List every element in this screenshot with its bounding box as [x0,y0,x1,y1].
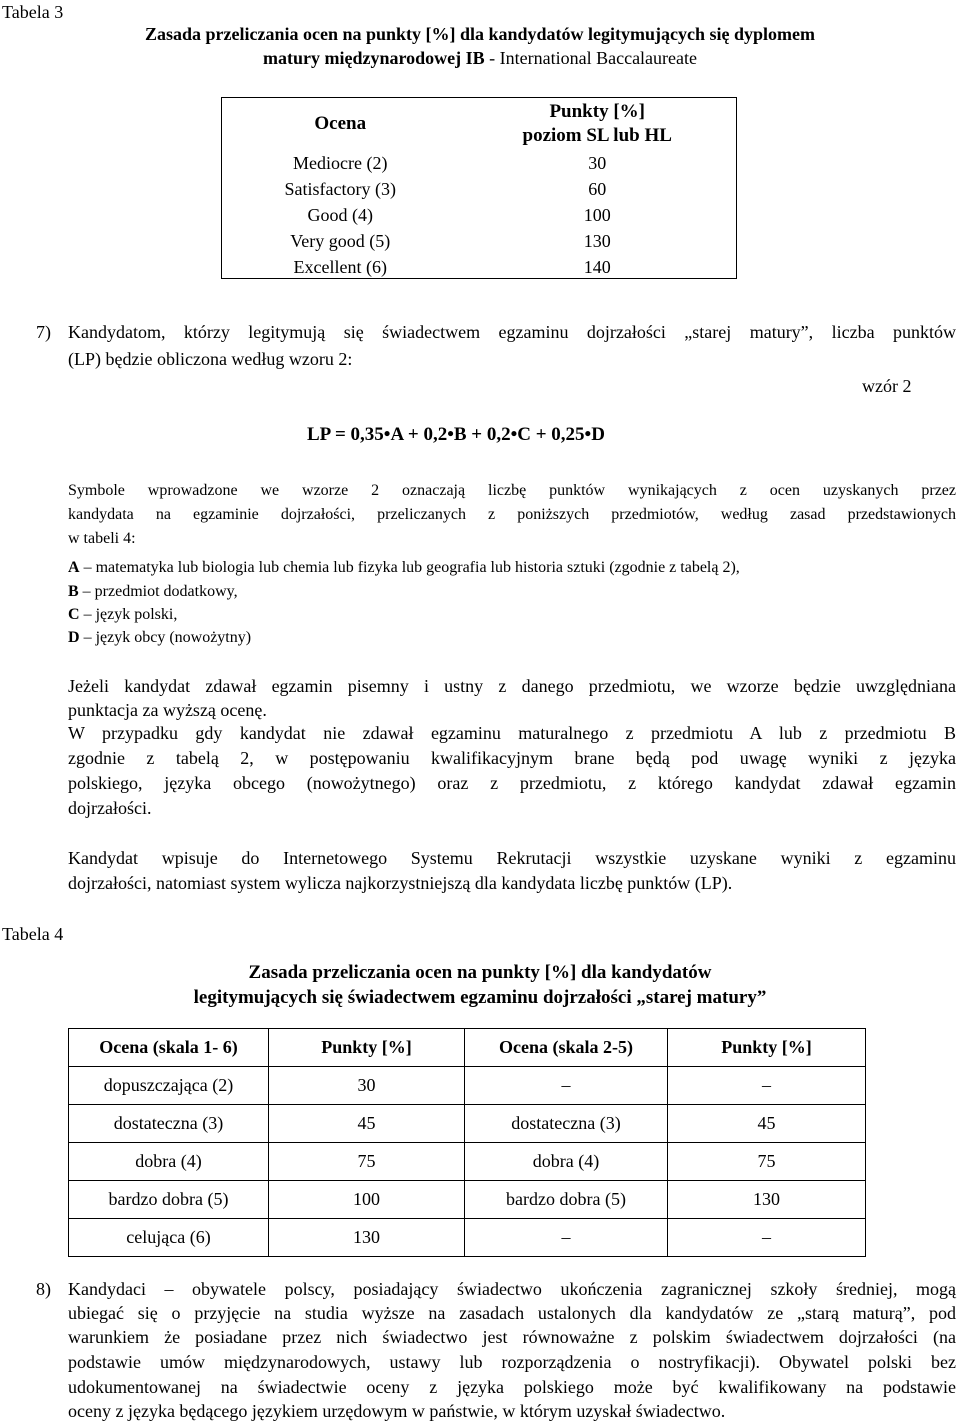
para1-line2: punktacja za wyższą ocenę. [68,700,267,720]
table3-header-points-line1: Punkty [%] [549,101,645,122]
table4-cell: 45 [668,1105,866,1143]
table-row [222,202,736,228]
table4-cell: 45 [269,1105,465,1143]
table-row [69,1143,866,1181]
section8-line5: udokumentowanej na świadectwie oceny z języka polskiego może być kwalifikowany na podstawie [68,1377,956,1397]
table3-cell-grade: Satisfactory (3) [284,179,396,199]
table-row [69,1105,866,1143]
table4-cell: 130 [269,1219,465,1257]
para2-line4: dojrzałości. [68,798,152,818]
formula-label: wzór 2 [862,376,912,396]
symbol-c-text: – język polski, [79,606,178,623]
section8-line3: warunkiem że posiadane przez nich świadectwo jest równoważne z polskim świadectwem dojrzałości (na [68,1327,956,1347]
symbol-d [68,629,251,647]
section7-line1: Kandydatom, którzy legitymują się świadectwem egzaminu dojrzałości „starej matury”, liczba punktów [68,322,956,342]
table3-cell-grade: Very good (5) [290,231,391,251]
table3-label: Tabela 3 [2,2,64,22]
para2-line3: polskiego, języka obcego (nowożytnego) oraz z przedmiotu, z którego kandydat zdawał egzamin [68,773,956,793]
section7-number: 7) [36,322,51,342]
table4-header-row [69,1029,866,1067]
symbols-line1: Symbole wprowadzone we wzorze 2 oznaczają liczbę punktów wynikających z ocen uzyskanych przez [68,482,956,499]
table3-cell-points: 100 [583,205,611,225]
table4-cell: dobra (4) [69,1143,269,1181]
formula: LP = 0,35•A + 0,2•B + 0,2•C + 0,25•D [307,424,605,445]
table4-title-line1: Zasada przeliczania ocen na punkty [%] dla kandydatów [248,962,712,983]
section7-line2: (LP) będzie obliczona według wzoru 2: [68,349,353,369]
table-row [69,1219,866,1257]
table4-cell: dobra (4) [465,1143,668,1181]
symbol-c [68,606,177,624]
table3-title-bold: matury międzynarodowej IB [262,48,485,68]
symbol-c-key: C [68,606,80,623]
table4-cell: – [465,1067,668,1105]
section8-line2: ubiegać się o przyjęcie na studia wyższe na zasadach ustalonych dla kandydatów ze „starą maturą”, pod [68,1303,956,1323]
table-row [69,1181,866,1219]
table-row [222,176,736,202]
table4-cell: – [668,1219,866,1257]
symbol-a-key: A [68,559,80,576]
section8-number: 8) [36,1279,51,1299]
table3-cell-grade: Good (4) [307,205,373,225]
para1-line1: Jeżeli kandydat zdawał egzamin pisemny i ustny z danego przedmiotu, we wzorze będzie uwzględniana [68,676,956,696]
para3-line1: Kandydat wpisuje do Internetowego Systemu Rekrutacji wszystkie uzyskane wyniki z egzaminu [68,848,956,868]
table3-cell-points: 140 [583,257,611,277]
table4-cell: dostateczna (3) [69,1105,269,1143]
table4 [68,1028,866,1257]
table4-cell: 130 [668,1181,866,1219]
table-row [222,254,736,280]
table3-title-line1: Zasada przeliczania ocen na punkty [%] dla kandydatów legitymujących się dyplomem [144,24,816,44]
section8-line6: oceny z języka będącego językiem urzędowym w państwie, w którym uzyskał świadectwo. [68,1401,726,1421]
table4-header-cell: Punkty [%] [668,1029,866,1067]
symbols-line2: kandydata na egzaminie dojrzałości, przeliczanych z poniższych przedmiotów, według zasad przedstawionych [68,506,956,523]
table3-title-rest: - International Baccalaureate [484,48,698,68]
table3-cell-points: 60 [588,179,607,199]
symbol-b-text: – przedmiot dodatkowy, [78,583,238,600]
table4-cell: 30 [269,1067,465,1105]
table4-cell: 75 [269,1143,465,1181]
table4-label: Tabela 4 [2,924,64,944]
table4-header-cell: Ocena (skala 1- 6) [69,1029,269,1067]
table-row [69,1067,866,1105]
table4-cell: dostateczna (3) [465,1105,668,1143]
table4-header-cell: Punkty [%] [269,1029,465,1067]
table-row [222,228,736,254]
section8-line1: Kandydaci – obywatele polscy, posiadający świadectwo ukończenia zagranicznej szkoły średniej, mogą [68,1279,956,1299]
table4-cell: bardzo dobra (5) [69,1181,269,1219]
symbol-d-text: – język obcy (nowożytny) [79,629,252,646]
para3-line2: dojrzałości, natomiast system wylicza najkorzystniejszą dla kandydata liczbę punktów (LP). [68,873,733,893]
para2-line2: zgodnie z tabelą 2, w postępowaniu kwalifikacyjnym brane będą pod uwagę wyniki z języka [68,748,956,768]
table3-title-line2 [0,48,960,69]
table4-cell: – [465,1219,668,1257]
symbols-line3: w tabeli 4: [68,530,136,547]
table3-cell-grade: Mediocre (2) [292,153,388,173]
table4-title-line2: legitymujących się świadectwem egzaminu dojrzałości „starej matury” [193,987,767,1008]
table3-header-points-line2: poziom SL lub HL [522,125,672,146]
table3-cell-points: 30 [588,153,607,173]
table-row [222,150,736,176]
table3 [221,97,737,279]
table3-cell-points: 130 [583,231,611,251]
table4-cell: 75 [668,1143,866,1181]
table4-cell: 100 [269,1181,465,1219]
symbol-b [68,583,238,601]
symbol-a [68,559,740,577]
table4-cell: – [668,1067,866,1105]
table3-header-grade: Ocena [314,113,367,134]
table4-cell: dopuszczająca (2) [69,1067,269,1105]
table4-cell: celująca (6) [69,1219,269,1257]
para2-line1: W przypadku gdy kandydat nie zdawał egzaminu maturalnego z przedmiotu A lub z przedmiotu B [68,723,956,743]
table4-cell: bardzo dobra (5) [465,1181,668,1219]
table4-header-cell: Ocena (skala 2-5) [465,1029,668,1067]
table3-header-points [458,98,736,150]
symbol-d-key: D [68,629,80,646]
section8-line4: podstawie umów międzynarodowych, ustawy lub rozporządzenia o nostryfikacji). Obywatel polski bez [68,1352,956,1372]
table3-cell-grade: Excellent (6) [293,257,387,277]
symbol-a-text: – matematyka lub biologia lub chemia lub fizyka lub geografia lub historia sztuki (zgodnie z tabelą 2), [79,559,740,576]
symbol-b-key: B [68,583,79,600]
